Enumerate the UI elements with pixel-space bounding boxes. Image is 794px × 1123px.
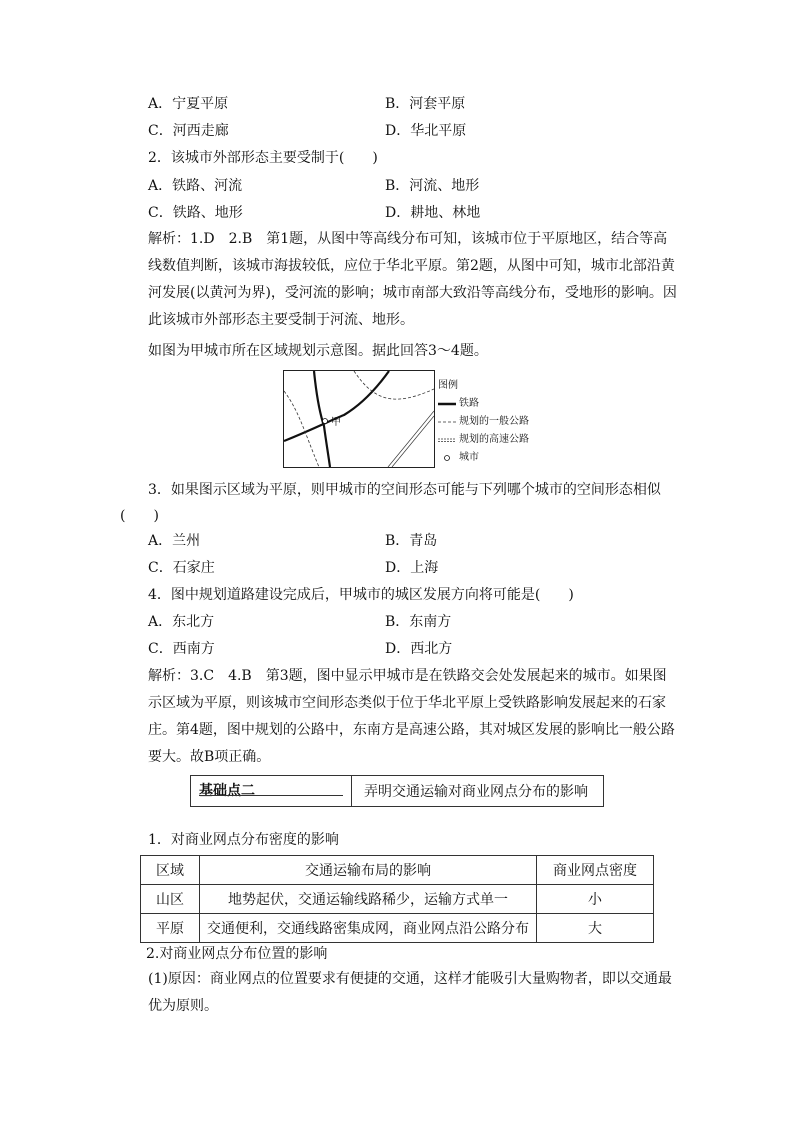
- table-header-cell: 区域: [141, 856, 200, 885]
- q1-option-d: D．华北平原: [385, 123, 467, 139]
- legend-general-road: [438, 413, 529, 431]
- legend-general-road-label: 规划的一般公路: [459, 416, 529, 427]
- legend-railway-label: 铁路: [459, 398, 479, 409]
- general-road-legend-icon: [438, 419, 456, 425]
- table-cell: 小: [537, 885, 654, 914]
- legend-city: [438, 449, 529, 467]
- legend-city-label: 城市: [459, 452, 479, 463]
- q3-stem-line1: 3．如果图示区域为平原，则甲城市的空间形态可能与下列哪个城市的空间形态相似: [148, 482, 661, 498]
- planned-general-road: [354, 371, 434, 399]
- map-drawing: [284, 371, 434, 467]
- legend-expressway-label: 规划的高速公路: [459, 434, 529, 445]
- density-table: [140, 855, 654, 943]
- q2-stem: 2．该城市外部形态主要受制于( ): [148, 150, 378, 166]
- q1-option-c: C．河西走廊: [148, 123, 229, 139]
- banner-right-label: 弄明交通运输对商业网点分布的影响: [364, 784, 588, 800]
- q3-option-a: A．兰州: [148, 533, 201, 549]
- section-banner: [190, 775, 604, 807]
- q1-option-a: A．宁夏平原: [148, 96, 229, 112]
- q2-option-b: B．河流、地形: [385, 178, 480, 194]
- railway-line: [284, 371, 389, 441]
- table-cell: 大: [537, 914, 654, 943]
- table-cell: 平原: [141, 914, 200, 943]
- region-plan-map: [283, 370, 435, 468]
- city-label: 甲: [331, 417, 341, 428]
- q4-option-b: B．东南方: [385, 614, 452, 630]
- railway-legend-icon: [438, 401, 456, 407]
- banner-left-label: 基础点二: [199, 783, 255, 799]
- table-cell: 山区: [141, 885, 200, 914]
- banner-left: [191, 776, 352, 806]
- q3-option-d: D．上海: [385, 560, 439, 576]
- q4-option-d: D．西北方: [385, 641, 453, 657]
- table-row: [141, 914, 654, 943]
- legend-expressway: [438, 431, 529, 449]
- map-legend: [438, 377, 529, 467]
- legend-railway: [438, 395, 529, 413]
- city-marker: [323, 419, 328, 424]
- q2-option-c: C．铁路、地形: [148, 205, 243, 221]
- city-legend-icon: [438, 454, 456, 462]
- expressway-legend-icon: [438, 437, 456, 443]
- table-cell: 交通便利，交通线路密集成网，商业网点沿公路分布: [200, 914, 537, 943]
- table-header-row: [141, 856, 654, 885]
- planned-expressway-a: [388, 411, 434, 467]
- railway-line-2: [314, 371, 330, 467]
- reason-paragraph: (1)原因：商业网点的位置要求有便捷的交通，这样才能吸引大量购物者，即以交通最优为原则。: [148, 971, 672, 1014]
- q3-option-b: B．青岛: [385, 533, 438, 549]
- legend-title: 图例: [438, 380, 458, 391]
- q4-option-c: C．西南方: [148, 641, 215, 657]
- analysis-2: 解析：3.C 4.B 第3题，图中显示甲城市是在铁路交会处发展起来的城市。如果图示区域为平原，则该城市空间形态类似于位于华北平原上受铁路影响发展起来的石家庄。第4题，图中规划的公路中，东南方是高速公路，其对城区发展的影响比一般公路要大。故B项正确。: [148, 668, 675, 765]
- q2-option-d: D．耕地、林地: [385, 205, 481, 221]
- planned-expressway-b: [392, 416, 434, 467]
- intro-q3-q4: 如图为甲城市所在区域规划示意图。据此回答3～4题。: [148, 343, 488, 359]
- table-header-cell: 商业网点密度: [537, 856, 654, 885]
- q2-option-a: A．铁路、河流: [148, 178, 243, 194]
- table-row: [141, 885, 654, 914]
- q4-option-a: A．东北方: [148, 614, 215, 630]
- table-cell: 地势起伏，交通运输线路稀少，运输方式单一: [200, 885, 537, 914]
- analysis-1: 解析：1.D 2.B 第1题，从图中等高线分布可知，该城市位于平原地区，结合等高线数值判断，该城市海拔较低，应位于华北平原。第2题，从图中可知，城市北部沿黄河发展(以黄河为界)，受河流的影响；城市南部大致沿等高线分布，受地形的影响。因此该城市外部形态主要受制于河流、地形。: [148, 231, 677, 328]
- q3-stem-line2: ( ): [120, 508, 159, 524]
- q4-stem: 4．图中规划道路建设完成后，甲城市的城区发展方向将可能是( ): [148, 587, 574, 603]
- q3-option-c: C．石家庄: [148, 560, 215, 576]
- section-2-title: 2.对商业网点分布位置的影响: [146, 946, 328, 962]
- section-1-title: 1．对商业网点分布密度的影响: [148, 832, 339, 848]
- table-header-cell: 交通运输布局的影响: [200, 856, 537, 885]
- q1-option-b: B．河套平原: [385, 96, 466, 112]
